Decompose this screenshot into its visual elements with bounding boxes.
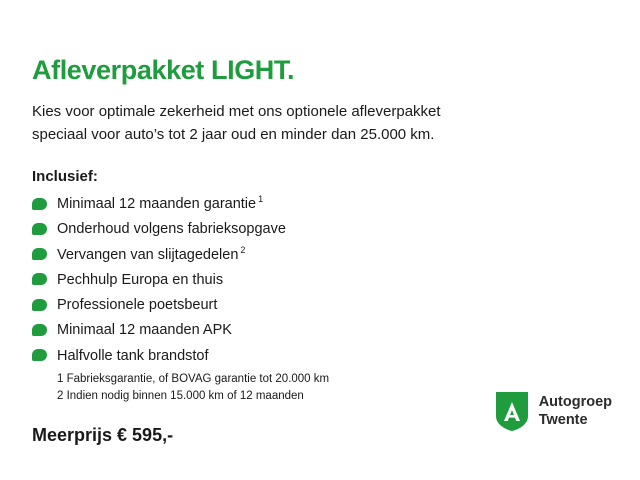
- leaf-bullet-icon: [32, 223, 47, 235]
- feature-text: Minimaal 12 maanden garantie: [57, 196, 257, 213]
- list-item: [32, 320, 608, 339]
- logo-wordmark: [539, 393, 612, 429]
- feature-text: Professionele poetsbeurt: [57, 296, 218, 313]
- feature-label: [57, 295, 219, 314]
- intro-line-1: Kies voor optimale zekerheid met ons optionele afleverpakket: [32, 102, 441, 120]
- page-title: Afleverpakket LIGHT.: [32, 55, 295, 85]
- logo-line-1: Autogroep: [538, 393, 612, 410]
- feature-text: Minimaal 12 maanden APK: [57, 322, 232, 339]
- list-item: [32, 295, 608, 314]
- feature-label: [57, 194, 263, 213]
- list-item: [32, 270, 608, 289]
- feature-label: [57, 219, 288, 238]
- inclusief-heading: Inclusief:: [32, 168, 98, 186]
- feature-list: [32, 194, 608, 365]
- logo-line-2: Twente: [538, 412, 588, 428]
- feature-label: [57, 346, 211, 365]
- intro-paragraph: [32, 100, 552, 147]
- leaf-bullet-icon: [32, 248, 47, 260]
- feature-text: Pechhulp Europa en thuis: [57, 271, 224, 288]
- leaf-bullet-icon: [32, 299, 47, 311]
- feature-label: [57, 245, 245, 264]
- feature-text: Vervangen van slijtagedelen: [57, 246, 239, 263]
- leaf-bullet-icon: [32, 198, 47, 210]
- feature-label: [57, 320, 234, 339]
- list-item: [32, 219, 608, 238]
- shield-logo-icon: [494, 390, 530, 432]
- list-item: [32, 346, 608, 365]
- feature-footnote-marker: 2: [240, 244, 246, 255]
- footnote-1: 1 Fabrieksgarantie, of BOVAG garantie tot 20.000 km: [57, 372, 330, 385]
- autogroep-twente-logo: [494, 390, 612, 432]
- list-item: [32, 245, 608, 264]
- leaf-bullet-icon: [32, 273, 47, 285]
- list-item: [32, 194, 608, 213]
- price-label: Meerprijs € 595,-: [32, 425, 174, 446]
- leaf-bullet-icon: [32, 324, 47, 336]
- feature-footnote-marker: 1: [258, 194, 264, 205]
- feature-label: [57, 270, 225, 289]
- leaf-bullet-icon: [32, 349, 47, 361]
- intro-line-2: speciaal voor auto’s tot 2 jaar oud en minder dan 25.000 km.: [32, 125, 435, 143]
- feature-text: Halfvolle tank brandstof: [57, 347, 209, 364]
- feature-text: Onderhoud volgens fabrieksopgave: [57, 221, 286, 238]
- footnote-2: 2 Indien nodig binnen 15.000 km of 12 maanden: [57, 389, 304, 402]
